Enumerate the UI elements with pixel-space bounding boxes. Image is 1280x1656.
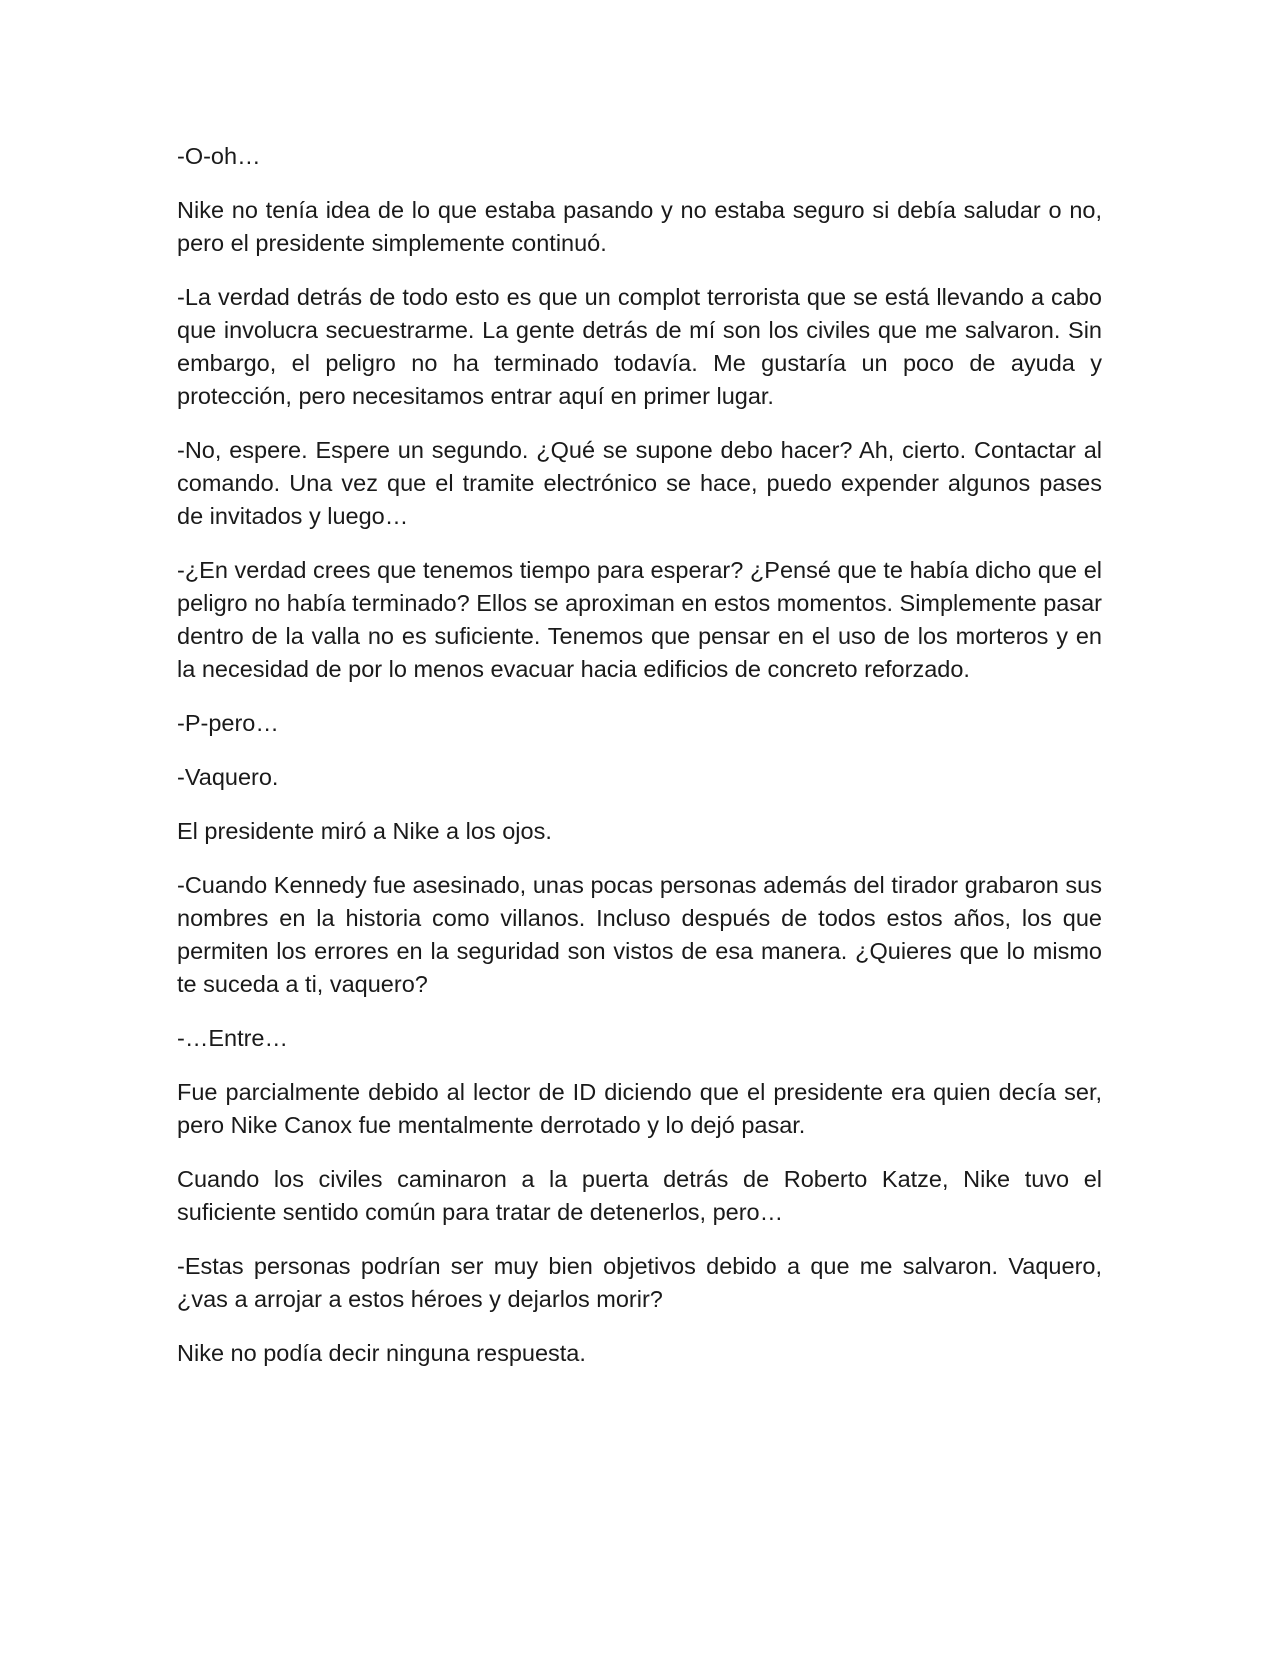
paragraph-3: -La verdad detrás de todo esto es que un complot terrorista que se está llevando a cabo que involucra secuestrarme. La gente detrás de mí son los civiles que me salvaron. Sin embargo, el peligro no ha terminado todavía. Me gustaría un poco de ayuda y protección, pero necesitamos entrar aquí en primer lugar. xyxy=(177,284,1102,409)
paragraph-9: -Cuando Kennedy fue asesinado, unas pocas personas además del tirador grabaron sus nombres en la historia como villanos. Incluso después de todos estos años, los que permiten los errores en la seguridad son vistos de esa manera. ¿Quieres que lo mismo te suceda a ti, vaquero? xyxy=(177,872,1102,997)
paragraph-14: Nike no podía decir ninguna respuesta. xyxy=(177,1340,586,1366)
paragraph-1: -O-oh… xyxy=(177,143,261,169)
paragraph-11: Fue parcialmente debido al lector de ID diciendo que el presidente era quien decía ser, pero Nike Canox fue mentalmente derrotado y lo dejó pasar. xyxy=(177,1079,1102,1138)
paragraph-4: -No, espere. Espere un segundo. ¿Qué se supone debo hacer? Ah, cierto. Contactar al comando. Una vez que el tramite electrónico se hace, puedo expender algunos pases de invitados y luego… xyxy=(177,437,1102,529)
paragraph-2: Nike no tenía idea de lo que estaba pasando y no estaba seguro si debía saludar o no, pero el presidente simplemente continuó. xyxy=(177,197,1102,256)
paragraph-12: Cuando los civiles caminaron a la puerta detrás de Roberto Katze, Nike tuvo el suficiente sentido común para tratar de detenerlos, pero… xyxy=(177,1166,1102,1225)
paragraph-8: El presidente miró a Nike a los ojos. xyxy=(177,818,552,844)
paragraph-5: -¿En verdad crees que tenemos tiempo para esperar? ¿Pensé que te había dicho que el peligro no había terminado? Ellos se aproximan en estos momentos. Simplemente pasar dentro de la valla no es suficiente. Tenemos que pensar en el uso de los morteros y en la necesidad de por lo menos evacuar hacia edificios de concreto reforzado. xyxy=(177,557,1102,682)
paragraph-10: -…Entre… xyxy=(177,1025,288,1051)
paragraph-13: -Estas personas podrían ser muy bien objetivos debido a que me salvaron. Vaquero, ¿vas a arrojar a estos héroes y dejarlos morir? xyxy=(177,1253,1102,1312)
document-page xyxy=(177,140,1102,1391)
paragraph-7: -Vaquero. xyxy=(177,764,279,790)
paragraph-6: -P-pero… xyxy=(177,710,279,736)
